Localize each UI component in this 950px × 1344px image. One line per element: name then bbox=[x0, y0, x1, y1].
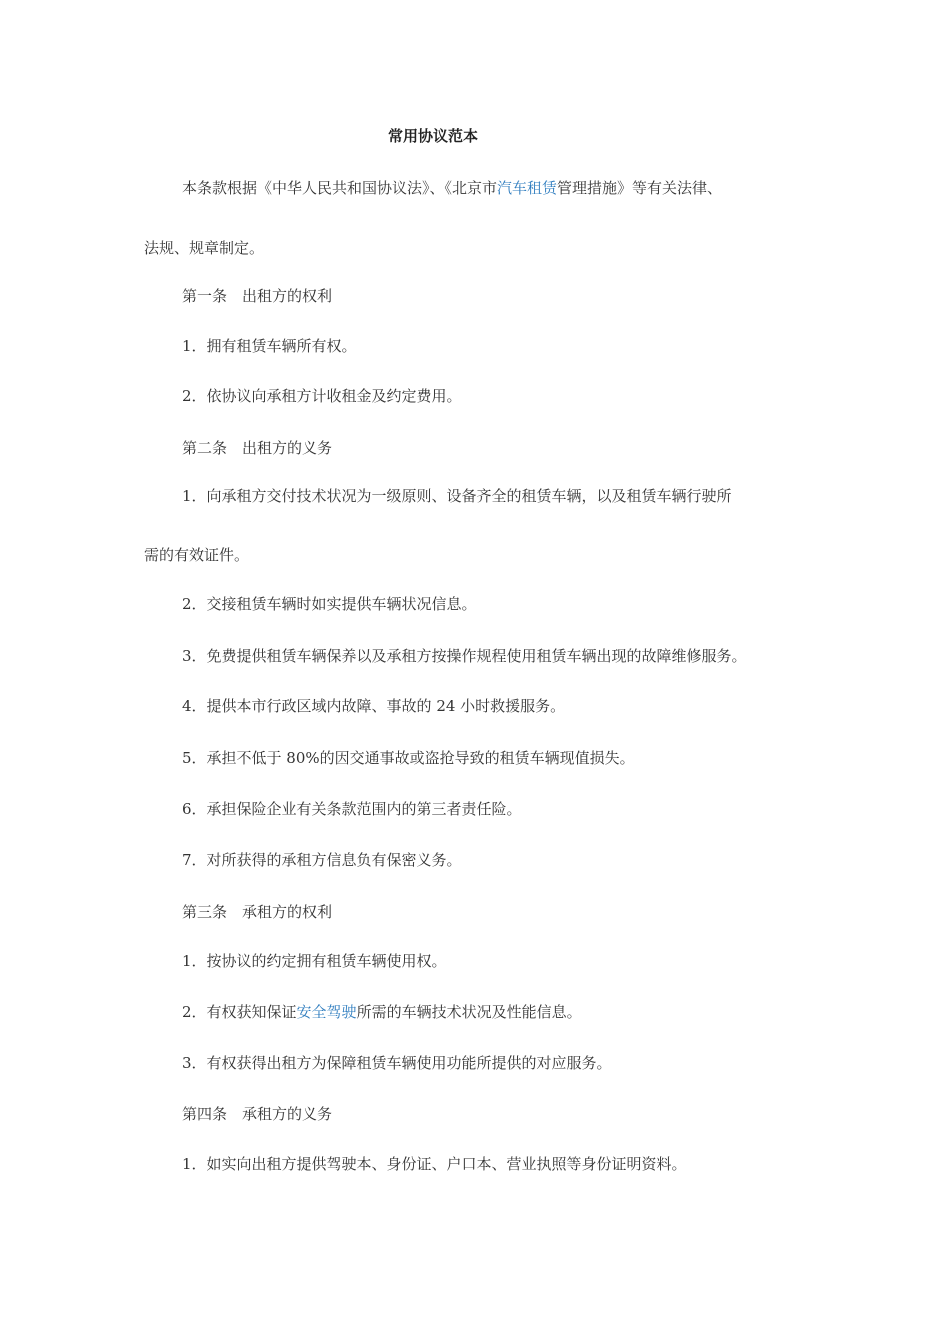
article-3-heading: 第三条 承租方的权利 bbox=[182, 903, 333, 921]
article-2-item-4: 4．提供本市行政区域内故障、事故的 24 小时救援服务。 bbox=[182, 697, 566, 715]
article-2-item-7: 7．对所获得的承租方信息负有保密义务。 bbox=[182, 851, 462, 869]
document-title: 常用协议范本 bbox=[387, 127, 478, 145]
article-1-item-2: 2．依协议向承租方计收租金及约定费用。 bbox=[182, 387, 462, 405]
article-2-item-2: 2．交接租赁车辆时如实提供车辆状况信息。 bbox=[182, 595, 477, 613]
intro-text-2: 管理措施》等有关法律、 bbox=[557, 179, 723, 197]
link-car-rental[interactable]: 汽车租赁 bbox=[497, 179, 558, 197]
article-3-item-3: 3．有权获得出租方为保障租赁车辆使用功能所提供的对应服务。 bbox=[182, 1054, 612, 1072]
article-2-item-1: 1．向承租方交付技术状况为一级原则、设备齐全的租赁车辆，以及租赁车辆行驶所 bbox=[182, 487, 732, 505]
article-1-item-1: 1．拥有租赁车辆所有权。 bbox=[182, 337, 357, 355]
article-1-heading: 第一条 出租方的权利 bbox=[182, 287, 333, 305]
article-2-item-1-cont: 需的有效证件。 bbox=[144, 546, 250, 564]
intro-paragraph bbox=[182, 176, 722, 200]
article-4-item-1: 1．如实向出租方提供驾驶本、身份证、户口本、营业执照等身份证明资料。 bbox=[182, 1155, 687, 1173]
article-3-item-2-text-2: 所需的车辆技术状况及性能信息。 bbox=[356, 1003, 582, 1021]
article-2-item-5: 5．承担不低于 80%的因交通事故或盗抢导致的租赁车辆现值损失。 bbox=[182, 749, 635, 767]
article-2-heading: 第二条 出租方的义务 bbox=[182, 439, 333, 457]
article-3-item-2-text-1: 2．有权获知保证 bbox=[182, 1003, 297, 1021]
article-2-item-3: 3．免费提供租赁车辆保养以及承租方按操作规程使用租赁车辆出现的故障维修服务。 bbox=[182, 647, 747, 665]
link-safe-driving[interactable]: 安全驾驶 bbox=[296, 1003, 357, 1021]
intro-text-1: 本条款根据《中华人民共和国协议法》、《北京市 bbox=[182, 179, 498, 197]
intro-paragraph-cont: 法规、规章制定。 bbox=[144, 239, 265, 257]
article-2-item-6: 6．承担保险企业有关条款范围内的第三者责任险。 bbox=[182, 800, 522, 818]
article-3-item-1: 1．按协议的约定拥有租赁车辆使用权。 bbox=[182, 952, 447, 970]
article-3-item-2 bbox=[182, 1000, 582, 1024]
article-4-heading: 第四条 承租方的义务 bbox=[182, 1105, 333, 1123]
